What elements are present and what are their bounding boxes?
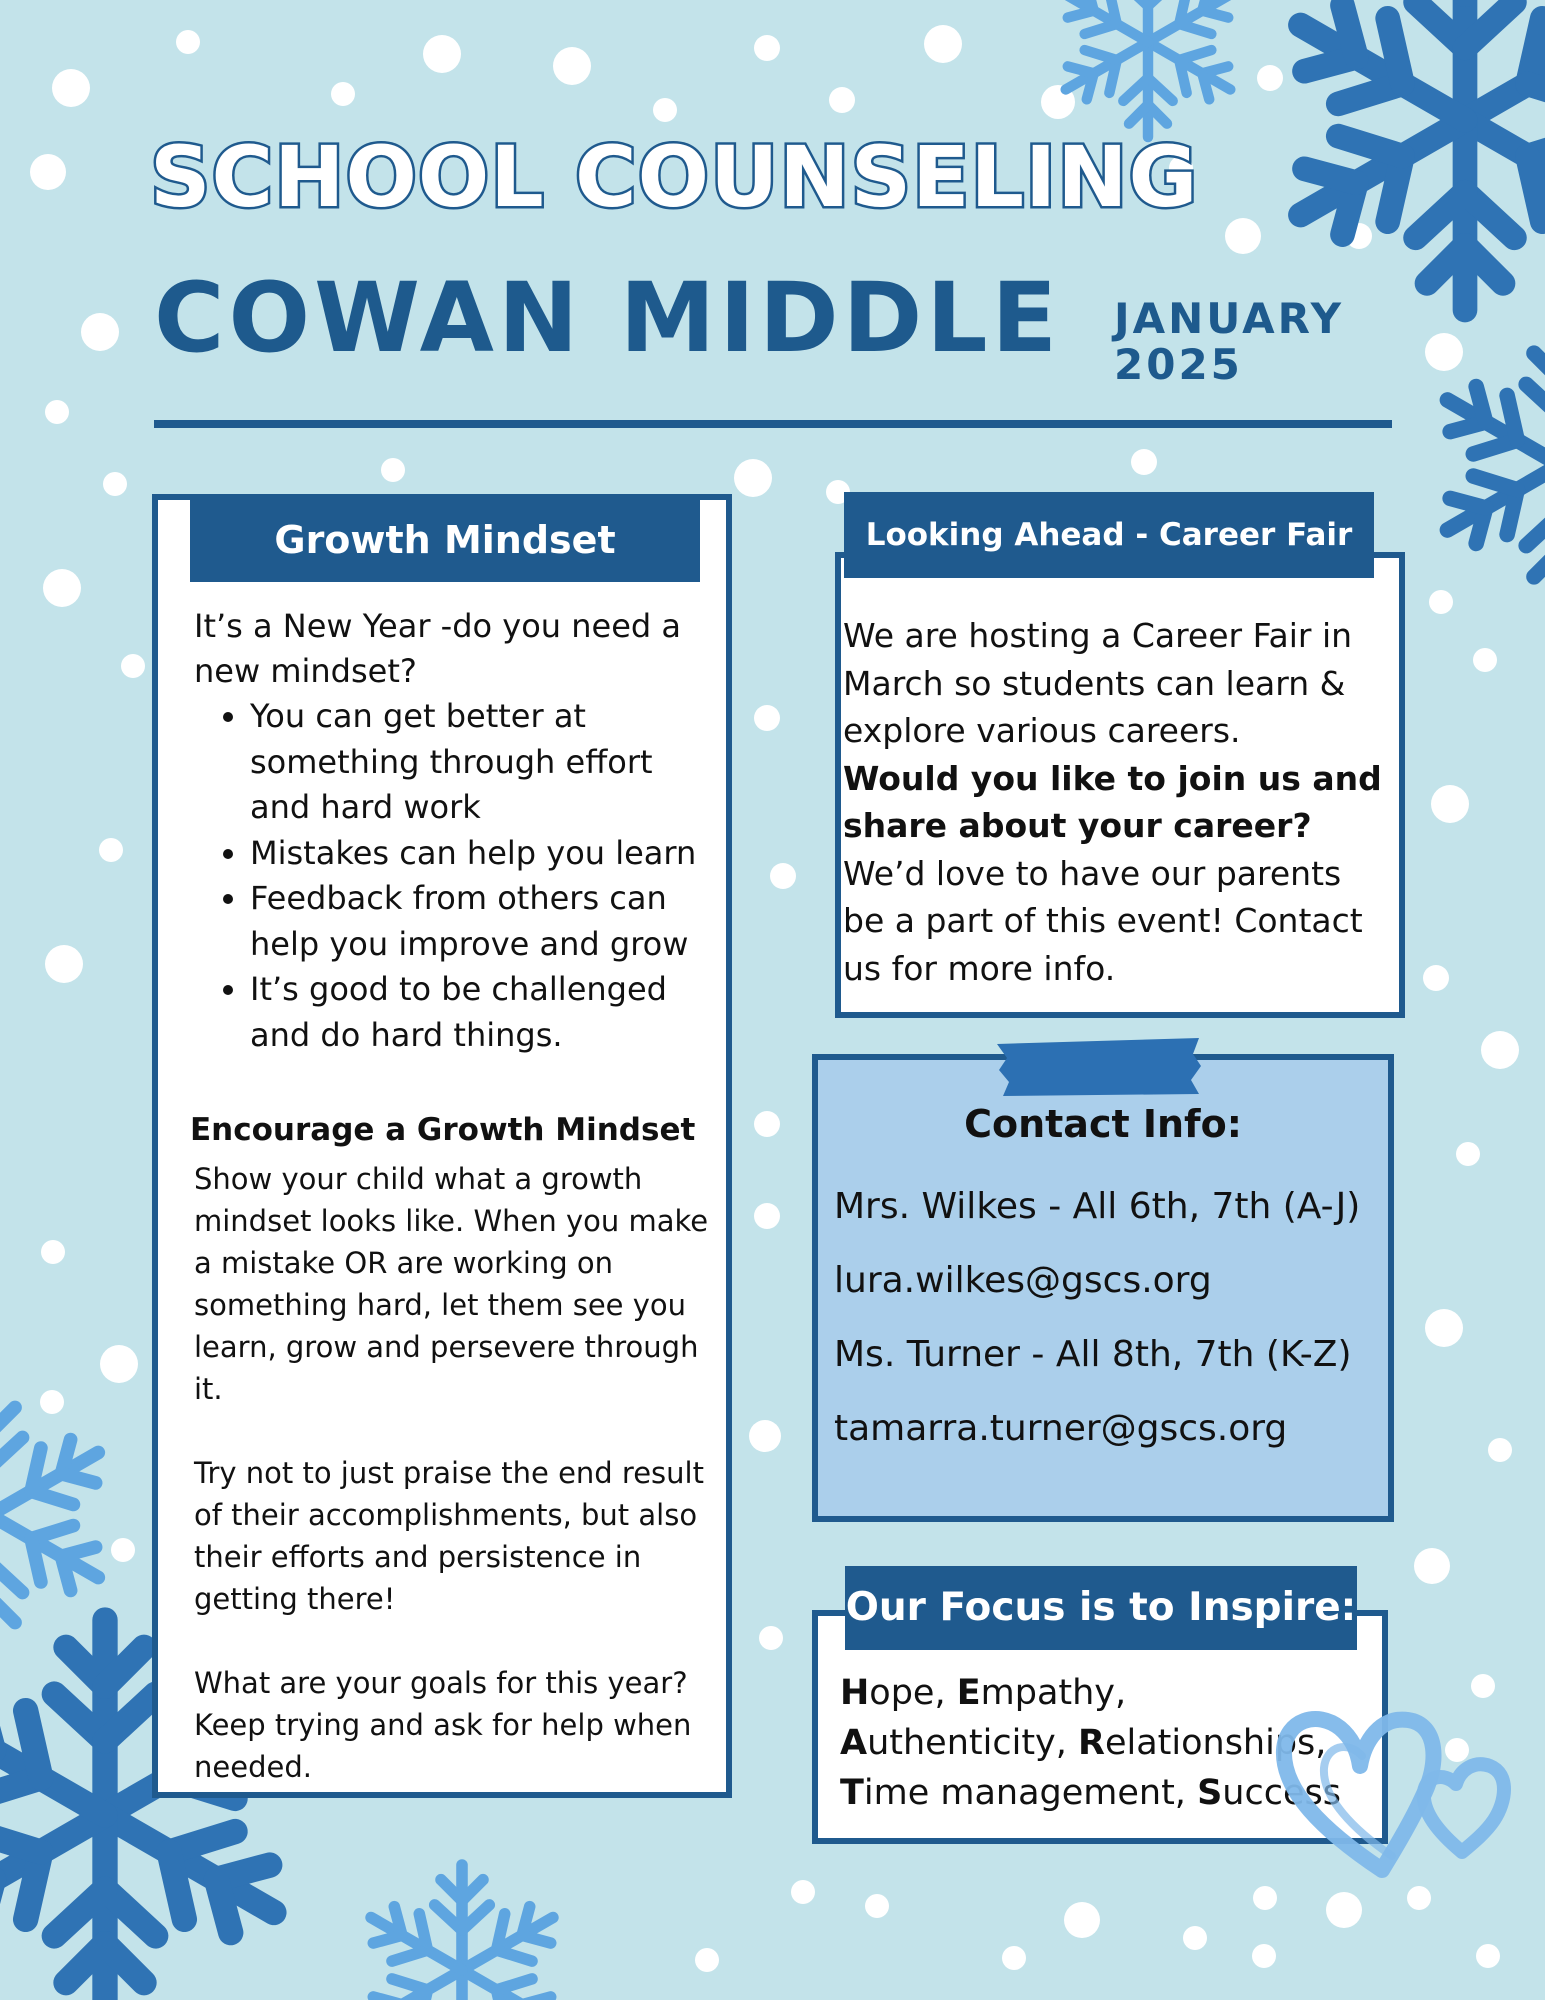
paragraph: What are your goals for this year? Keep trying and ask for help when needed. xyxy=(194,1666,692,1784)
list-item: • Mistakes can help you learn xyxy=(250,831,714,877)
issue-year: 2025 xyxy=(1114,340,1243,389)
career-fair-text xyxy=(843,612,1388,992)
paragraph: Show your child what a growth mindset looks like. When you make a mistake OR are working on something hard, let them see you learn, grow and persevere through it. xyxy=(194,1162,709,1406)
list-item: • It’s good to be challenged and do hard things. xyxy=(250,967,714,1058)
contact-heading: Contact Info: xyxy=(964,1102,1242,1146)
career-fair-heading: Looking Ahead - Career Fair xyxy=(844,492,1374,578)
contact-wilkes-email[interactable]: lura.wilkes@gscs.org xyxy=(834,1260,1212,1301)
newsletter-title: SCHOOL COUNSELING xyxy=(150,128,1199,226)
career-fair-question: Would you like to join us and share about your career? xyxy=(843,758,1382,845)
heart-icon xyxy=(1262,1680,1542,1890)
growth-mindset-intro: It’s a New Year -do you need a new mindset? xyxy=(194,607,681,690)
contact-turner-email[interactable]: tamarra.turner@gscs.org xyxy=(834,1408,1288,1449)
snowflake-icon xyxy=(1053,0,1242,137)
contact-turner-grades: Ms. Turner - All 8th, 7th (K-Z) xyxy=(834,1334,1352,1375)
school-name: COWAN MIDDLE xyxy=(154,262,1062,374)
value-rest: uthenticity, xyxy=(867,1723,1078,1763)
value-rest: ope, xyxy=(869,1673,957,1713)
value-initial: E xyxy=(956,1673,981,1713)
snowflake-icon xyxy=(0,1390,115,1640)
snowflake-icon xyxy=(1276,0,1545,310)
value-rest: uccess xyxy=(1222,1773,1341,1813)
career-fair-invite: We’d love to have our parents be a part of this event! Contact us for more info. xyxy=(843,853,1363,988)
growth-mindset-heading: Growth Mindset xyxy=(190,498,700,582)
tape-icon xyxy=(993,1036,1205,1098)
value-rest: ime management, xyxy=(863,1773,1198,1813)
encourage-heading: Encourage a Growth Mindset xyxy=(190,1112,696,1148)
encourage-body xyxy=(194,1158,719,1830)
value-rest: elationships, xyxy=(1104,1723,1327,1763)
growth-mindset-list xyxy=(194,694,714,1058)
career-fair-intro: We are hosting a Career Fair in March so students can learn & explore various careers. xyxy=(843,616,1353,750)
list-item: • You can get better at something through effort and hard work xyxy=(250,694,714,831)
value-initial: T xyxy=(840,1773,864,1813)
value-initial: R xyxy=(1078,1723,1105,1763)
value-initial: H xyxy=(840,1673,870,1713)
header-divider xyxy=(154,420,1392,428)
value-rest: mpathy, xyxy=(980,1673,1127,1713)
list-item: • Feedback from others can help you improve and grow xyxy=(250,876,714,967)
snowflake-icon xyxy=(1431,335,1545,595)
issue-month: JANUARY xyxy=(1114,294,1345,343)
snowflake-icon xyxy=(357,1865,566,2000)
contact-wilkes-grades: Mrs. Wilkes - All 6th, 7th (A-J) xyxy=(834,1186,1361,1227)
focus-heading: Our Focus is to Inspire: xyxy=(845,1566,1357,1650)
value-initial: A xyxy=(840,1723,868,1763)
paragraph: Try not to just praise the end result of their accomplishments, but also their efforts and persistence in getting there! xyxy=(194,1456,704,1616)
value-initial: S xyxy=(1197,1773,1223,1813)
issue-date xyxy=(1114,296,1344,388)
